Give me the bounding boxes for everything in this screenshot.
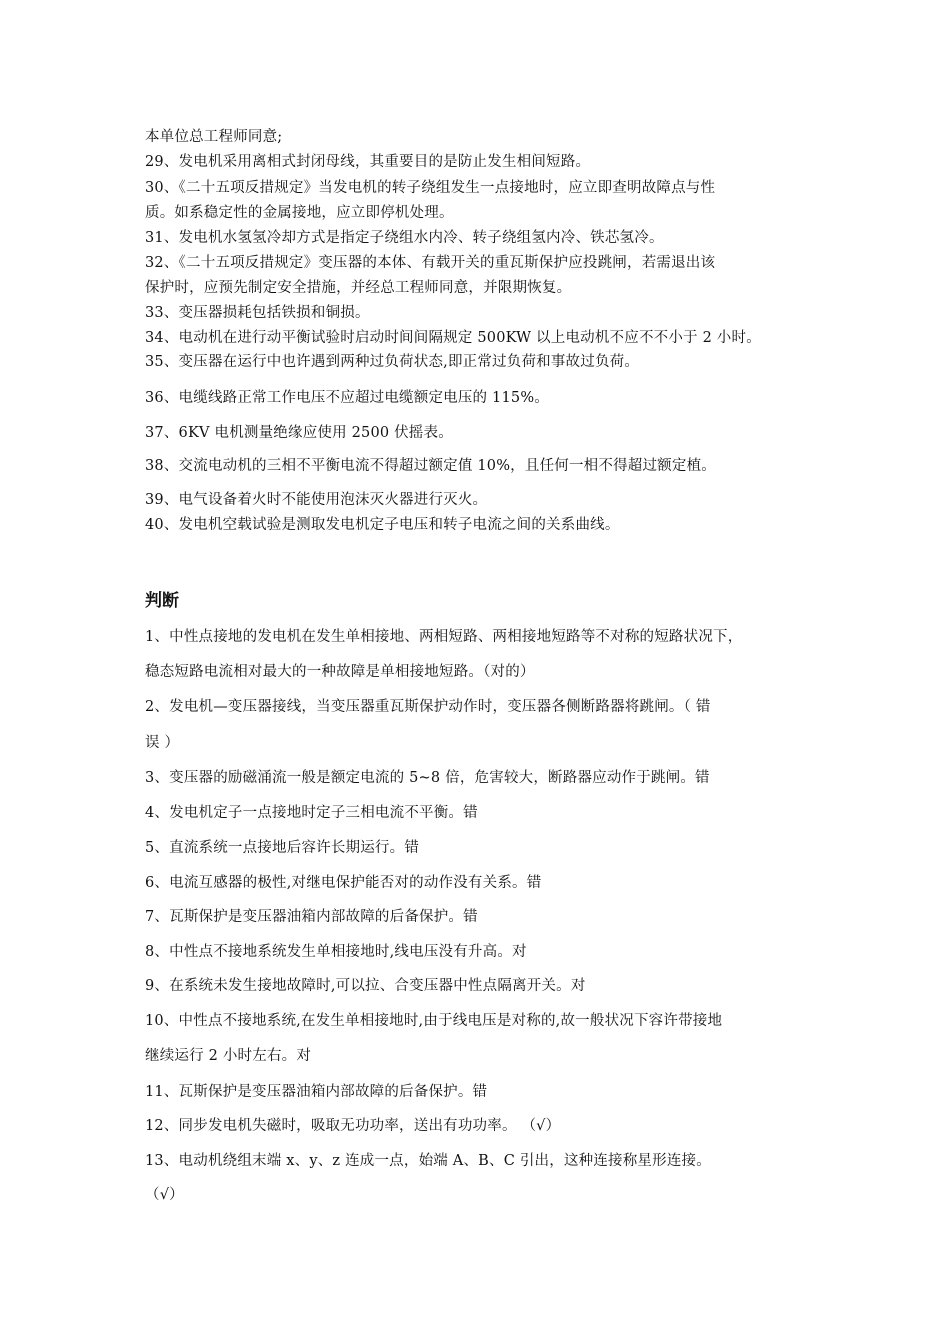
- text-line: 35、变压器在运行中也许遇到两种过负荷状态,即正常过负荷和事故过负荷。: [145, 354, 640, 370]
- text-line: 13、电动机绕组末端 x、y、z 连成一点，始端 A、B、C 引出，这种连接称星形连接。: [145, 1153, 711, 1169]
- text-line: 36、电缆线路正常工作电压不应超过电缆额定电压的 115%。: [145, 390, 550, 406]
- text-line: 38、交流电动机的三相不平衡电流不得超过额定值 10%，且任何一相不得超过额定植。: [145, 458, 716, 474]
- text-line: 30、《二十五项反措规定》当发电机的转子绕组发生一点接地时，应立即查明故障点与性: [145, 180, 716, 196]
- text-line: 32、《二十五项反措规定》变压器的本体、有载开关的重瓦斯保护应投跳闸，若需退出该: [145, 255, 716, 271]
- text-line: 29、发电机采用离相式封闭母线，其重要目的是防止发生相间短路。: [145, 154, 591, 170]
- text-line: 继续运行 2 小时左右。对: [145, 1048, 312, 1064]
- text-line: 7、瓦斯保护是变压器油箱内部故障的后备保护。错: [145, 909, 478, 925]
- text-line: 11、瓦斯保护是变压器油箱内部故障的后备保护。错: [145, 1084, 488, 1100]
- text-line: 31、发电机水氢氢冷却方式是指定子绕组水内冷、转子绕组氢内冷、铁芯氢冷。: [145, 230, 664, 246]
- section-heading: 判断: [145, 591, 179, 611]
- text-line: 8、中性点不接地系统发生单相接地时,线电压没有升高。对: [145, 944, 527, 960]
- text-line: 10、中性点不接地系统,在发生单相接地时,由于线电压是对称的,故一般状况下容许带接地: [145, 1013, 723, 1029]
- text-line: 本单位总工程师同意;: [145, 129, 283, 145]
- text-line: 34、电动机在进行动平衡试验时启动时间间隔规定 500KW 以上电动机不应不不小于 2 小时。: [145, 330, 761, 346]
- text-line: 9、在系统未发生接地故障时,可以拉、合变压器中性点隔离开关。对: [145, 978, 586, 994]
- text-line: 2、发电机—变压器接线，当变压器重瓦斯保护动作时，变压器各侧断路器将跳闸。（ 错: [145, 699, 711, 715]
- text-line: 6、电流互感器的极性,对继电保护能否对的动作没有关系。错: [145, 875, 542, 891]
- text-line: 37、6KV 电机测量绝缘应使用 2500 伏摇表。: [145, 425, 453, 441]
- text-line: 保护时，应预先制定安全措施，并经总工程师同意，并限期恢复。: [145, 280, 572, 296]
- text-line: 33、变压器损耗包括铁损和铜损。: [145, 305, 370, 321]
- text-line: （√）: [145, 1187, 184, 1203]
- text-line: 1、中性点接地的发电机在发生单相接地、两相短路、两相接地短路等不对称的短路状况下，: [145, 629, 743, 645]
- text-line: 稳态短路电流相对最大的一种故障是单相接地短路。（对的）: [145, 664, 535, 680]
- text-line: 12、同步发电机失磁时，吸取无功功率，送出有功功率。 （√）: [145, 1118, 561, 1134]
- text-line: 5、直流系统一点接地后容许长期运行。错: [145, 840, 420, 856]
- text-line: 误 ）: [145, 735, 180, 751]
- text-line: 4、发电机定子一点接地时定子三相电流不平衡。错: [145, 805, 478, 821]
- text-line: 39、电气设备着火时不能使用泡沫灭火器进行灭火。: [145, 492, 488, 508]
- text-line: 3、变压器的励磁涌流一般是额定电流的 5~8 倍，危害较大，断路器应动作于跳闸。错: [145, 770, 710, 786]
- text-line: 40、发电机空载试验是测取发电机定子电压和转子电流之间的关系曲线。: [145, 517, 620, 533]
- text-line: 质。如系稳定性的金属接地，应立即停机处理。: [145, 205, 454, 221]
